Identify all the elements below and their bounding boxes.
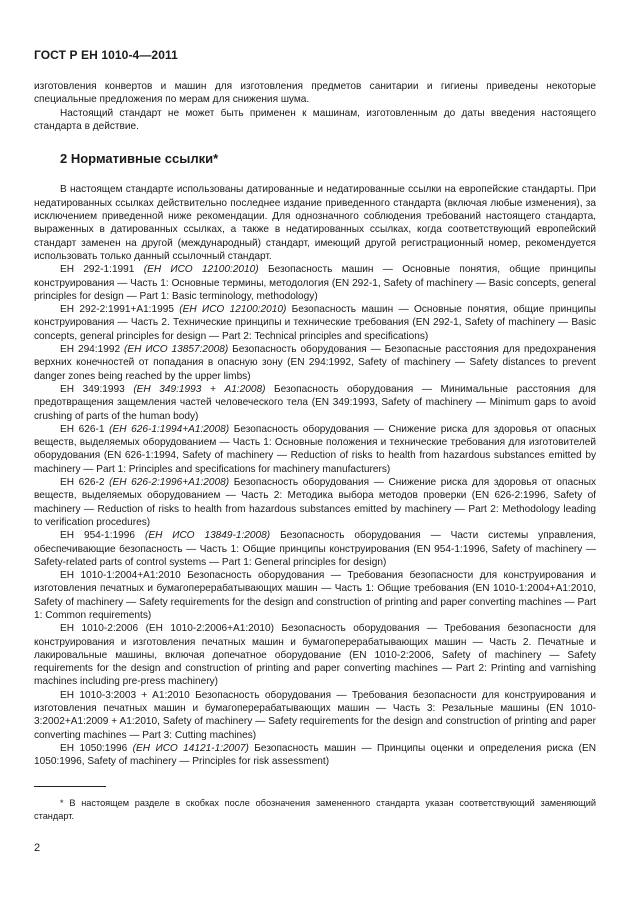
reference-code: EH 292-1:1991 <box>60 264 135 276</box>
reference-title: Безопасность оборудования — Безопасные расстояния для предохранения верхних конечностей от попадания в опасную зону (EN 294:1992, Safety of machinery — Safety distances to prevent danger zones being reached by the upper limbs) <box>34 344 596 382</box>
reference-replacement: (ЕН 626-1:1994+A1:2008) <box>109 423 230 435</box>
reference-title: Безопасность оборудования — Требования безопасности для конструирования и изготовления печатных машин и бумагоперерабатывающих машин — Часть 3: Резальные машины (EN 1010-3:2002+A1:2009 + A1:2010, Safety of machinery — Safety requirements for the design and construction of printing and paper converting machines — Part 3: Cutting machines) <box>34 689 596 741</box>
reference-title: Безопасность оборудования — Снижение риска для здоровья от опасных веществ, выделяемых оборудованием — Часть 2: Методика выбора методов проверки (EN 626-2:1996, Safety of machinery — Reduction of risks to health from hazardous substances emitted by machinery — Part 2: Methodology leading to verification procedures) <box>34 477 596 528</box>
reference-title: Безопасность оборудования — Снижение риска для здоровья от опасных веществ, выделяемых оборудованием — Часть 1: Основные положения и технические требования для изготовителей оборудования (EN 626-1:1994, Safety of machinery — Reduction of risks to health from hazardous substances emitted by machinery — Part 1: Principles and specifications for machinery manufacturers) <box>34 423 596 475</box>
reference-title: Безопасность машин — Основные понятия, общие принципы конструирования — Часть 1: Основные термины, методология (EN 292-1, Safety of machinery — Basic concepts, general principles for design — Part 1: Basic terminology, methodology) <box>34 264 597 302</box>
reference-item <box>34 423 596 476</box>
section-intro: В настоящем стандарте использованы датированные и недатированные ссылки на европейские стандарты. При недатированных ссылках действительно последнее издание приведенного стандарта (включая любые изменения), за исключением приведенной ниже рекомендации. Для однозначного соблюдения требований настоящего стандарта, выраженных в датированных ссылках, а также в недатированных ссылках, когда соответствующий европейский стандарт заменен на другой (международный) стандарт, имеющий другой регистрационный номер, рекомендуется использовать только данный ссылочный стандарт. <box>34 184 596 262</box>
reference-replacement: (ЕН ИСО 12100:2010) <box>179 304 287 316</box>
reference-item <box>34 263 596 303</box>
footnote: * В настоящем разделе в скобках после обозначения замененного стандарта указан соответствующий заменяющий стандарт. <box>34 798 596 821</box>
footnote-divider <box>34 786 106 787</box>
reference-replacement: (ЕН 626-2:1996+A1:2008) <box>109 477 230 489</box>
reference-code: EH 292-2:1991+A1:1995 <box>60 304 174 316</box>
reference-code: EH 1010-1:2004+A1:2010 <box>60 570 181 582</box>
reference-title: Безопасность машин — Основные понятия, общие принципы конструирования — Часть 2. Технические принципы и технические требования (EN 292-1, Safety of machinery — Basic concepts, general principles for design — Part 2: Technical principles and specifications) <box>34 304 596 342</box>
reference-title: Безопасность оборудования — Части системы управления, обеспечивающие безопасность — Часть 1: Общие принципы конструирования (EN 954-1:1996, Safety of machinery — Safety-related parts of control systems — Part 1: General principles for design) <box>34 530 597 568</box>
reference-item <box>34 529 596 569</box>
reference-replacement: (ЕН ИСО 13849-1:2008) <box>144 530 271 542</box>
page-number: 2 <box>34 842 41 854</box>
reference-title: Безопасность оборудования — Минимальные расстояния для предотвращения защемления частей человеческого тела (EN 349:1993, Safety of machinery — Minimum gaps to avoid crushing of parts of the human body) <box>34 383 596 422</box>
reference-list <box>34 263 596 768</box>
reference-replacement: (ЕН ИСО 12100:2010) <box>143 264 259 276</box>
reference-item <box>34 689 596 742</box>
document-header: ГОСТ Р ЕН 1010-4—2011 <box>34 48 178 62</box>
reference-title: Безопасность оборудования — Требования безопасности для конструирования и изготовления печатных и бумагоперерабатывающих машин — Часть 1: Общие требования (EN 1010-1:2004+A1:2010, Safety of machinery — Safety requirements for the design and construction of printing and paper converting machines — Part 1: Common requirements) <box>34 570 596 621</box>
reference-item <box>34 569 596 622</box>
reference-code: EH 1010-2:2006 (EH 1010-2:2006+A1:2010) <box>60 623 274 635</box>
intro-paragraph-2: Настоящий стандарт не может быть применен к машинам, изготовленным до даты введения настоящего стандарта в действие. <box>34 107 596 132</box>
reference-title: Безопасность оборудования — Требования безопасности для конструирования и изготовления печатных машин и бумагоперерабатывающих машин — Часть 2. Печатные и лакировальные машины, включая допечатное оборудование (EN 1010-2:2006, Safety of machinery — Safety requirements for the design and construction of printing and paper converting machines — Part 2: Printing and varnishing machines including pre-press machinery) <box>34 623 596 688</box>
reference-title: Безопасность машин — Принципы оценки и определения риска (EN 1050:1996, Safety of machinery — Principles for risk assessment) <box>34 742 596 768</box>
reference-code: EH 1050:1996 <box>60 742 128 754</box>
reference-replacement: (ЕН ИСО 13857:2008) <box>124 344 229 356</box>
reference-code: EH 294:1992 <box>60 344 121 356</box>
reference-item <box>34 622 596 688</box>
reference-replacement: (ЕН ИСО 14121-1:2007) <box>132 742 249 754</box>
intro-paragraph-1: изготовления конвертов и машин для изготовления предметов санитарии и гигиены приведены некоторые специальные предложения по мерам для снижения шума. <box>34 81 596 106</box>
reference-code: EH 349:1993 <box>60 383 125 395</box>
reference-replacement: (ЕН 349:1993 + A1:2008) <box>133 383 266 395</box>
reference-code: EH 626-2 <box>60 477 105 489</box>
reference-item <box>34 303 596 343</box>
reference-item <box>34 383 596 423</box>
reference-code: EH 1010-3:2003 + A1:2010 <box>60 689 190 701</box>
document-body <box>34 80 596 769</box>
section-title: 2 Нормативные ссылки* <box>60 151 219 167</box>
reference-code: EH 626-1 <box>60 423 105 435</box>
reference-code: EH 954-1:1996 <box>60 530 136 542</box>
reference-item <box>34 343 596 383</box>
reference-item <box>34 476 596 529</box>
reference-item <box>34 742 596 769</box>
